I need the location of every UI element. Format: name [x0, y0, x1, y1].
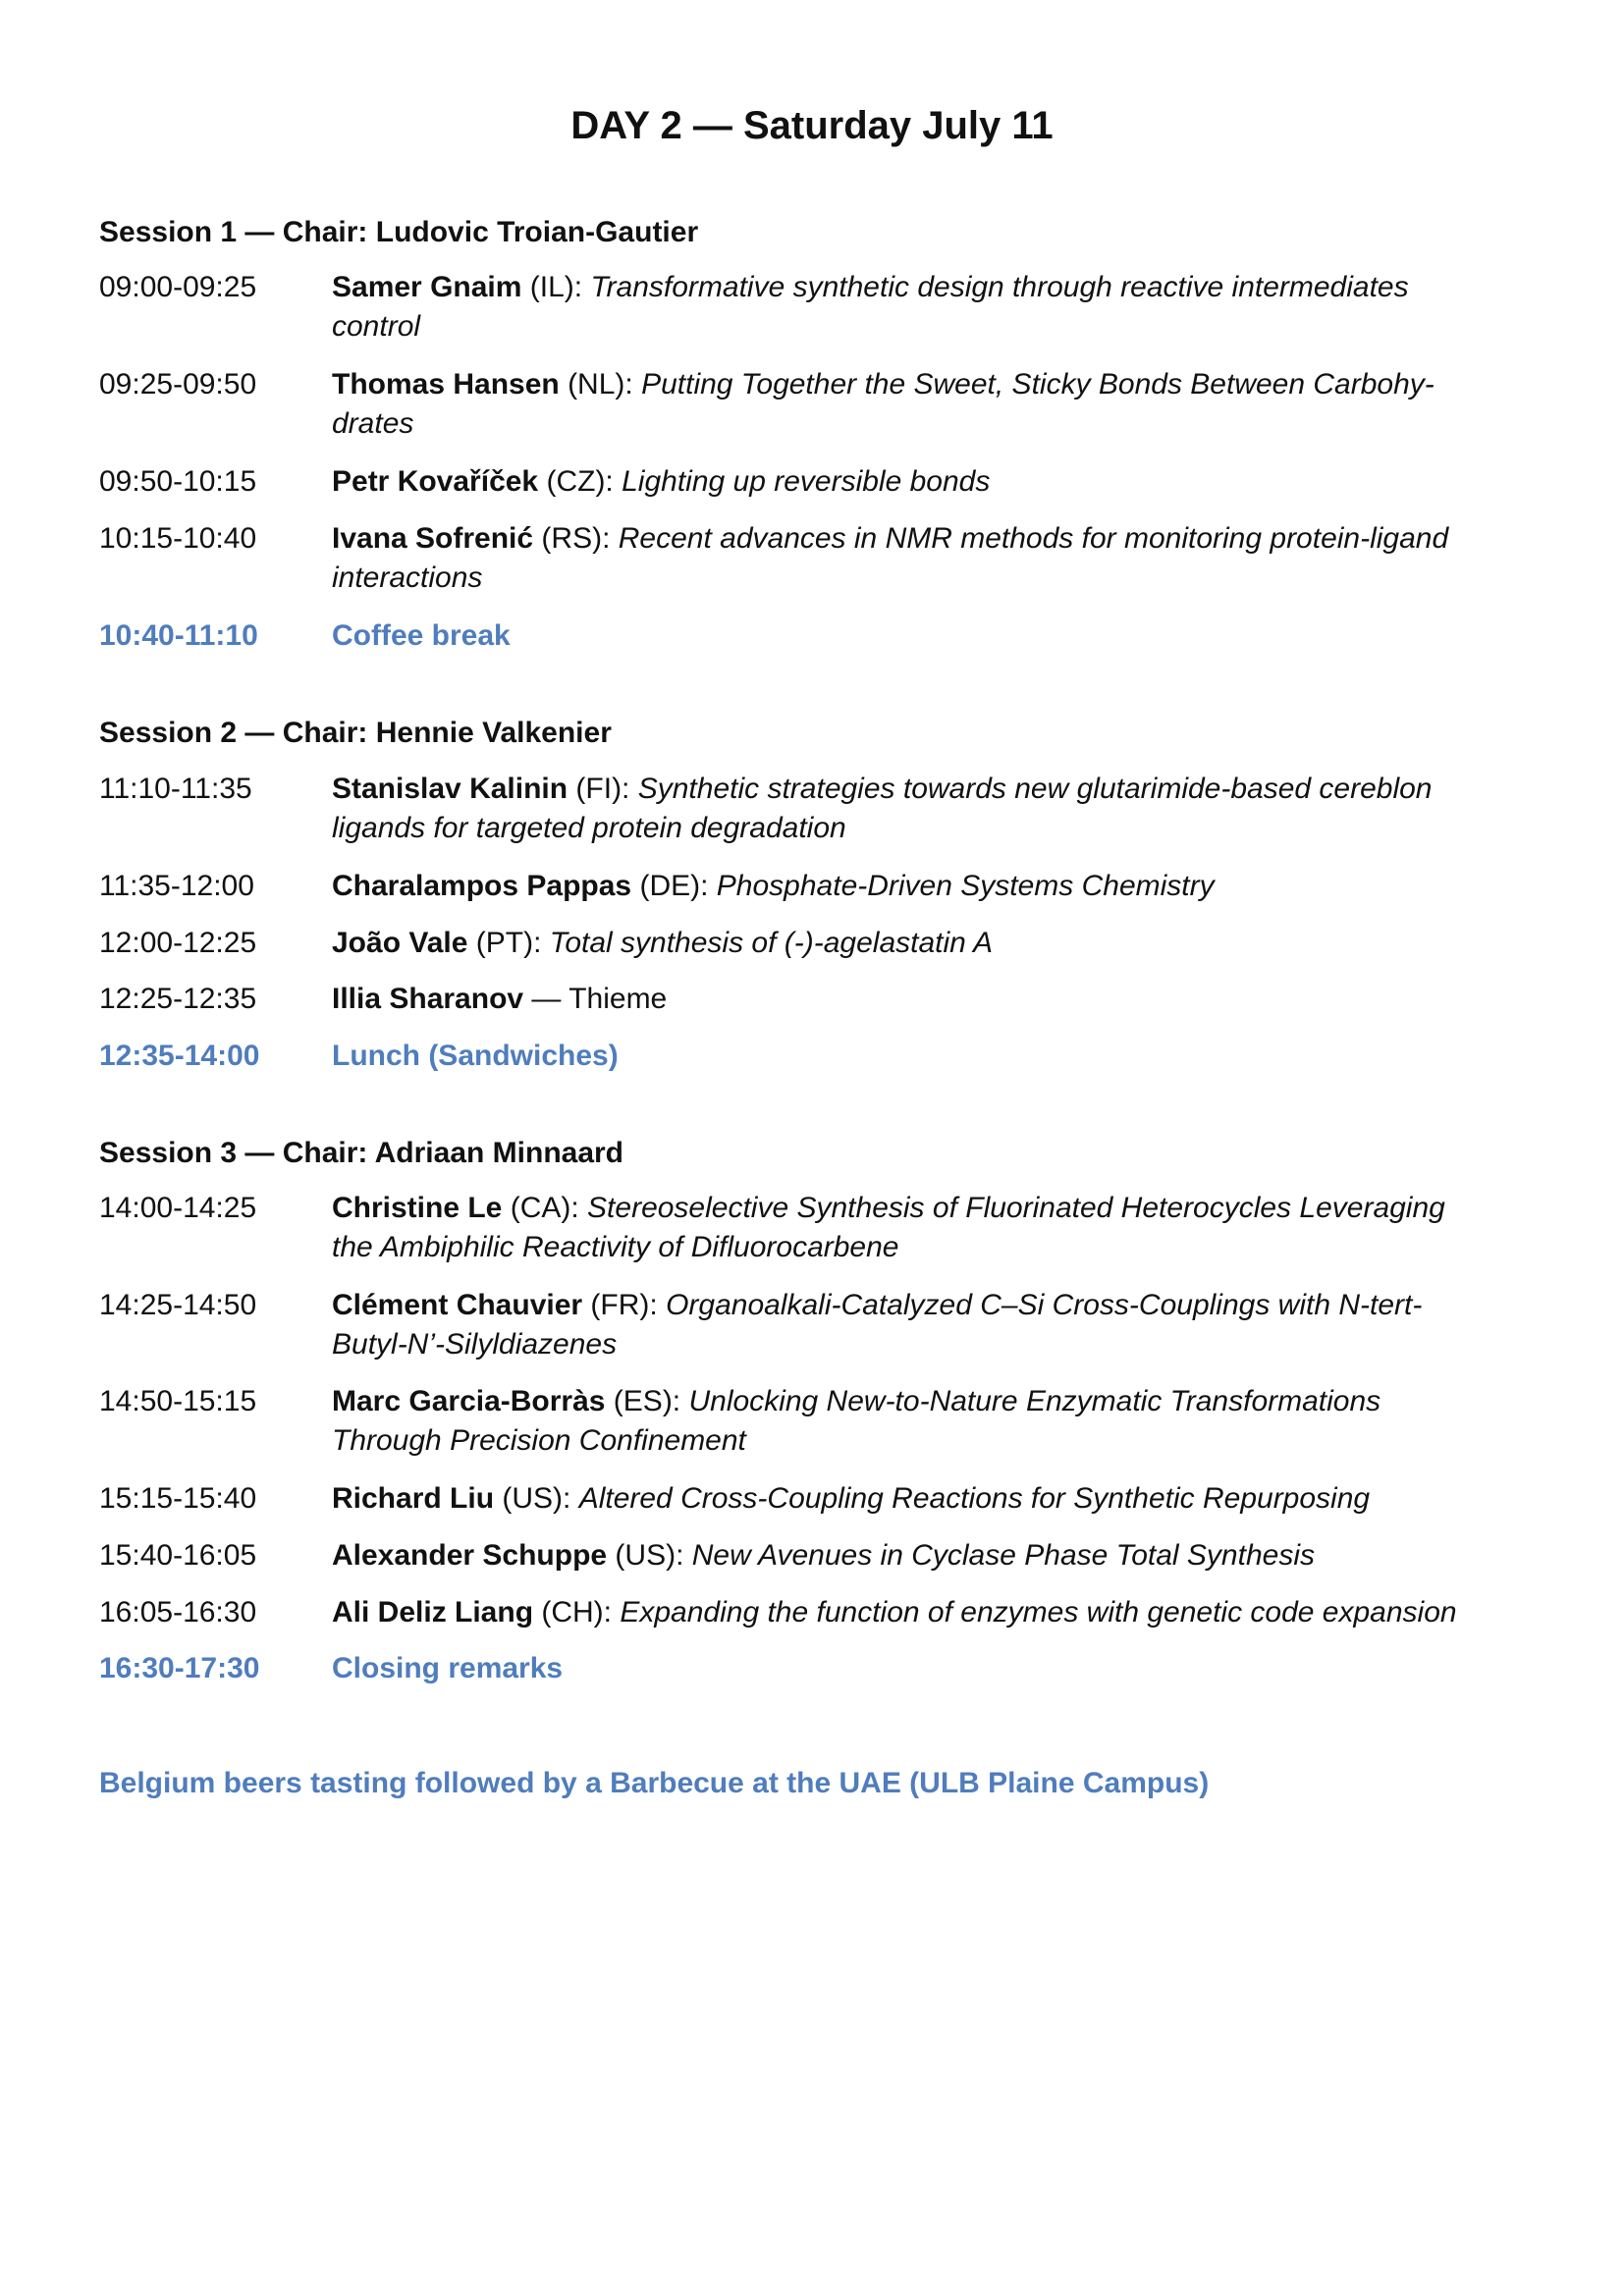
speaker-country: (US):	[607, 1539, 692, 1572]
talk-title-line-1: New Avenues in Cyclase Phase Total Synthesis	[691, 1539, 1315, 1572]
speaker-name: João Vale	[332, 927, 468, 959]
talk-title-line-2: the Ambiphilic Reactivity of Difluorocarbene	[332, 1231, 899, 1263]
break-time: 12:35-14:00	[99, 1040, 260, 1072]
entry-time: 14:50-15:15	[99, 1385, 257, 1417]
talk-title-line-1: Synthetic strategies towards new glutarimide-based cereblon	[637, 773, 1433, 805]
entry-time: 09:00-09:25	[99, 271, 257, 303]
entry-time: 09:25-09:50	[99, 368, 257, 400]
entry-content	[332, 519, 1624, 598]
speaker-name: Ivana Sofrenić	[332, 522, 534, 555]
entry-content	[332, 1479, 1624, 1519]
talk-title-line-2: control	[332, 310, 421, 343]
entry-time: 09:50-10:15	[99, 465, 257, 498]
speaker-name: Richard Liu	[332, 1482, 495, 1515]
break-time: 16:30-17:30	[99, 1652, 260, 1684]
entry-content	[332, 365, 1624, 444]
speaker-name: Marc Garcia-Borràs	[332, 1385, 606, 1417]
entry-time: 16:05-16:30	[99, 1596, 257, 1629]
day-title: DAY 2 — Saturday July 11	[570, 104, 1054, 147]
entry-time: 12:00-12:25	[99, 927, 257, 959]
talk-title-line-1: Stereoselective Synthesis of Fluorinated Heterocycles Leveraging	[587, 1192, 1445, 1224]
speaker-country: (PT):	[467, 927, 550, 959]
entry-content	[332, 1189, 1624, 1267]
entry-time: 11:10-11:35	[99, 773, 252, 805]
speaker-name: Thomas Hansen	[332, 368, 560, 400]
speaker-name: Ali Deliz Liang	[332, 1596, 534, 1629]
session-3-title: Session 3 — Chair: Adriaan Minnaard	[99, 1137, 624, 1169]
speaker-country: (DE):	[631, 870, 717, 902]
break-label: Lunch (Sandwiches)	[332, 1040, 619, 1072]
speaker-country: (US):	[494, 1482, 579, 1515]
break-label: Closing remarks	[332, 1652, 564, 1684]
speaker-name: Stanislav Kalinin	[332, 773, 568, 805]
speaker-country: (CH):	[533, 1596, 621, 1629]
talk-title-line-1: Transformative synthetic design through reactive intermediates	[590, 271, 1409, 303]
speaker-name: Samer Gnaim	[332, 271, 522, 303]
entry-time: 12:25-12:35	[99, 983, 257, 1015]
entry-content	[332, 268, 1624, 347]
entry-content	[332, 1382, 1624, 1461]
entry-time: 14:25-14:50	[99, 1289, 257, 1321]
talk-title-line-2: interactions	[332, 561, 483, 594]
talk-title-line-2: Butyl-N’-Silyldiazenes	[332, 1328, 618, 1361]
speaker-name: Clément Chauvier	[332, 1289, 583, 1321]
speaker-name: Alexander Schuppe	[332, 1539, 608, 1572]
entry-content	[332, 924, 1624, 963]
entry-time: 10:15-10:40	[99, 522, 257, 555]
talk-title-line-1: Unlocking New-to-Nature Enzymatic Transformations	[688, 1385, 1381, 1417]
speaker-name: Charalampos Pappas	[332, 870, 632, 902]
talk-title-line-1: Phosphate-Driven Systems Chemistry	[716, 870, 1215, 902]
speaker-country: (CA):	[502, 1192, 588, 1224]
talk-title-line-1: Recent advances in NMR methods for monitoring protein-ligand	[618, 522, 1449, 555]
speaker-country: (NL):	[559, 368, 642, 400]
speaker-country: (FI):	[568, 773, 638, 805]
speaker-country: (IL):	[521, 271, 591, 303]
session-1-title: Session 1 — Chair: Ludovic Troian-Gautier	[99, 216, 699, 248]
entry-content	[332, 980, 1624, 1019]
entry-time: 15:40-16:05	[99, 1539, 257, 1572]
entry-content	[332, 770, 1624, 848]
social-event-note: Belgium beers tasting followed by a Barbecue at the UAE (ULB Plaine Campus)	[99, 1767, 1210, 1799]
session-2-title: Session 2 — Chair: Hennie Valkenier	[99, 717, 612, 749]
speaker-name: Christine Le	[332, 1192, 503, 1224]
talk-title-line-2: Through Precision Confinement	[332, 1424, 746, 1457]
entry-content	[332, 1593, 1624, 1632]
entry-time: 11:35-12:00	[99, 870, 254, 902]
talk-title-line-1: Lighting up reversible bonds	[622, 465, 991, 498]
break-time: 10:40-11:10	[99, 619, 258, 652]
speaker-name: Petr Kovaříček	[332, 465, 539, 498]
break-label: Coffee break	[332, 619, 511, 652]
speaker-country: (RS):	[533, 522, 619, 555]
speaker-country: (CZ):	[538, 465, 623, 498]
entry-content	[332, 1536, 1624, 1575]
talk-title-line-1: Altered Cross-Coupling Reactions for Synthetic Repurposing	[578, 1482, 1371, 1515]
speaker-name: Illia Sharanov	[332, 983, 524, 1015]
entry-content	[332, 462, 1624, 502]
sponsor-label: — Thieme	[523, 983, 668, 1015]
entry-content	[332, 1286, 1624, 1364]
entry-time: 14:00-14:25	[99, 1192, 257, 1224]
talk-title-line-1: Expanding the function of enzymes with genetic code expansion	[620, 1596, 1457, 1629]
talk-title-line-2: drates	[332, 407, 414, 440]
entry-content	[332, 867, 1624, 906]
entry-time: 15:15-15:40	[99, 1482, 257, 1515]
talk-title-line-1: Putting Together the Sweet, Sticky Bonds Between Carbohy-	[641, 368, 1435, 400]
talk-title-line-1: Organoalkali-Catalyzed C–Si Cross-Couplings with N-tert-	[666, 1289, 1423, 1321]
talk-title-line-2: ligands for targeted protein degradation	[332, 812, 846, 844]
talk-title-line-1: Total synthesis of (-)-agelastatin A	[549, 927, 994, 959]
speaker-country: (FR):	[582, 1289, 667, 1321]
speaker-country: (ES):	[605, 1385, 689, 1417]
